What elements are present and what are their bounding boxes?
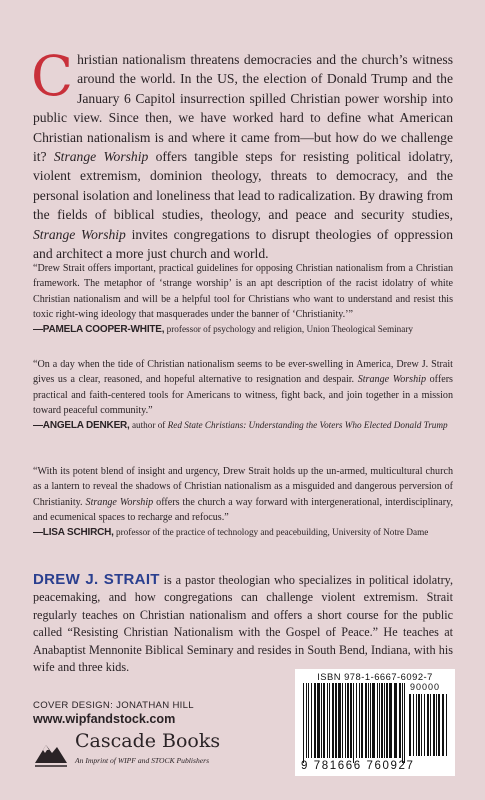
author-name: DREW J. STRAIT (33, 571, 160, 588)
book-title-mention: Strange Worship (53, 149, 149, 165)
barcode-digits: 9 781666 760927 (301, 760, 415, 772)
endorser-name: —ANGELA DENKER, (33, 420, 130, 432)
mountain-logo-icon (33, 733, 69, 769)
endorser-role: professor of psychology and religion, Union Theological Seminary (164, 324, 413, 335)
description-paragraph (31, 44, 453, 263)
quote-text: “Drew Strait offers important, practical guidelines for opposing Christian nationalism from a Christian framework. The metaphor of ‘strange worship’ is an apt description of the racist idolatry of white Christian nationalism and will be a helpful tool for Christians who want to understand and resist this toxic right-wing ideology that masquerades under the banner of ‘Christianity.’” (33, 263, 453, 320)
publisher-tagline: An Imprint of WIPF and STOCK Publishers (75, 756, 210, 765)
price-code: 90000 (410, 682, 441, 692)
bio-text: is a pastor theologian who specializes in political idolatry, peacemaking, and how congregations can challenge violent extremism. Strait regularly teaches on Christian nationalism and offers a short course for the public called “Resisting Christian Nationalism with the Gospel of Peace.” He teaches at Anabaptist Mennonite Biblical Seminary and resides in South Bend, Indiana, with his wife and three kids. (33, 573, 453, 675)
endorsement-quote (33, 357, 453, 418)
publisher-block (33, 730, 263, 774)
bio-paragraph (33, 571, 453, 676)
endorsement-3 (33, 464, 453, 539)
book-title-mention: Strange Worship (33, 226, 126, 242)
endorsement-attribution (33, 323, 453, 336)
cover-design-credit: COVER DESIGN: JONATHAN HILL (33, 700, 194, 711)
isbn-number: ISBN 978-1-6667-6092-7 (317, 671, 433, 682)
endorsement-1 (33, 261, 453, 336)
description-text-1: hristian nationalism threatens democracies and the church’s witness around the world. In the US, the election of Donald Trump and the January 6 Capitol insurrection spilled Christian power worship into public view. Since then, we have worked hard to define what American Christian nationalism is and where it came from—but how do we challenge it? (33, 52, 453, 165)
isbn-barcode (295, 669, 455, 776)
quote-text: “On a day when the tide of Christian nationalism seems to be ever-swelling in America, Drew J. Strait gives us a clear, reasoned, and hopeful alternative to resignation and despair. (33, 359, 453, 386)
quote-text: “With its potent blend of insight and urgency, Drew Strait holds up the un-armed, multicultural church as a lantern to reveal the shadows of Christian nationalism as a misguided and dangerous perversion of Christianity. (33, 466, 453, 508)
endorser-role: professor of the practice of technology and peacebuilding, University of Notre Dame (113, 527, 429, 538)
dropcap-letter: C (31, 44, 74, 108)
endorsement-attribution (33, 526, 453, 539)
book-title-mention: Strange Worship (357, 374, 427, 386)
author-bio (33, 571, 453, 676)
publisher-website: www.wipfandstock.com (33, 712, 176, 726)
endorser-name: —PAMELA COOPER-WHITE, (33, 324, 165, 336)
endorser-name: —LISA SCHIRCH, (33, 527, 114, 539)
quote-text: offers practical and faith-centered tools for Americans to witness, fight back, and join together in a mission toward peaceful community.” (33, 374, 453, 416)
description-text-2: offers tangible steps for resisting political idolatry, violent extremism, dominion theology, threats to democracy, and the personal isolation and loneliness that lead to radicalization. By drawing from the fields of biblical studies, theology, and peace and security studies, (33, 149, 453, 223)
book-description (31, 44, 453, 263)
endorsement-attribution (33, 419, 453, 432)
quote-text: offers the church a way forward with intergenerational, interdisciplinary, and ecumenical spaces to recharge and refocus.” (33, 496, 453, 523)
endorser-book: Red State Christians: Understanding the Voters Who Elected Donald Trump (167, 420, 448, 431)
endorsement-quote (33, 464, 453, 525)
endorser-role: author of (129, 420, 168, 431)
book-title-mention: Strange Worship (85, 496, 154, 508)
endorsement-quote (33, 261, 453, 322)
description-text-3: invites congregations to disrupt theologies of oppression and architect a more just church and world. (33, 226, 453, 262)
endorsement-2 (33, 357, 453, 432)
publisher-name: Cascade Books (75, 730, 221, 752)
